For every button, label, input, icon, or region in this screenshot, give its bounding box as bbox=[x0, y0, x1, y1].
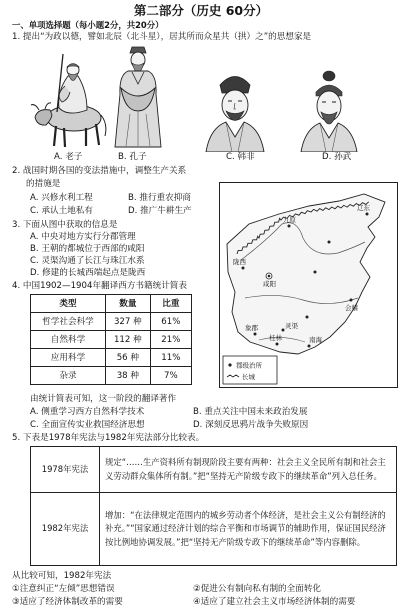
table-row bbox=[31, 367, 192, 385]
q2-option-c: C. 承认土地私有 bbox=[30, 206, 94, 216]
q1-option-d: D. 孙武 bbox=[322, 152, 352, 162]
map-label: 九原 bbox=[283, 216, 296, 224]
table-header-cell: 数量 bbox=[105, 295, 150, 313]
q5-option-2: ②促进公有制向私有制的全面转化 bbox=[193, 584, 322, 594]
map-label: 灵渠 bbox=[285, 322, 298, 330]
table-row-label: 1982年宪法 bbox=[31, 493, 100, 566]
q4-option-b: B. 重点关注中国未来政治发展 bbox=[193, 407, 308, 417]
q3-option-c: C. 灵渠沟通了长江与珠江水系 bbox=[30, 256, 145, 266]
table-cell: 规定“……生产资料所有制现阶段主要有两种：社会主义全民所有制和社会主义劳动群众集体所有制。”把“坚持无产阶级专政下的继续革命”列入总任务。 bbox=[100, 447, 397, 493]
laozi-portrait bbox=[28, 46, 108, 150]
legend-label: 长城 bbox=[242, 373, 255, 381]
part-title: 第二部分（历史 60分） bbox=[133, 3, 269, 18]
table-cell: 327 种 bbox=[105, 313, 150, 331]
table-row-label: 1978年宪法 bbox=[31, 447, 100, 493]
q1-option-b: B. 孔子 bbox=[118, 152, 147, 162]
table-cell: 21% bbox=[150, 331, 191, 349]
commandery-dot bbox=[314, 271, 317, 274]
map-label: 陇西 bbox=[233, 258, 246, 266]
commandery-dot bbox=[328, 241, 331, 244]
table-header-cell: 类型 bbox=[31, 295, 106, 313]
map-label: 咸阳 bbox=[263, 280, 276, 288]
table-cell: 自然科学 bbox=[31, 331, 106, 349]
map-label: 南海 bbox=[309, 336, 322, 344]
q3-option-d: D. 修建的长城西端起点是陇西 bbox=[30, 268, 146, 278]
q1-stem: 1. 提出“为政以德，譬如北辰（北斗星），居其所而众星共（拱）之”的思想家是 bbox=[12, 32, 312, 42]
table-cell: 61% bbox=[150, 313, 191, 331]
commandery-dot bbox=[306, 316, 309, 319]
q2-option-a: A. 兴修水利工程 bbox=[30, 193, 93, 203]
commandery-dot bbox=[308, 345, 311, 348]
q4-option-c: C. 全面宣传实业救国经济思想 bbox=[30, 420, 145, 430]
translation-stats-table bbox=[30, 294, 192, 385]
table-cell: 7% bbox=[150, 367, 191, 385]
q2-stem-line: 2. 战国时期各国的变法措施中，调整生产关系 bbox=[12, 166, 187, 176]
legend-label: 郡级治所 bbox=[236, 361, 262, 370]
table-header-row bbox=[31, 295, 192, 313]
q5-prompt: 从比较可知，1982年宪法 bbox=[12, 571, 112, 581]
q5-option-3: ③适应了经济体制改革的需要 bbox=[12, 597, 123, 607]
q3-stem: 3. 下面从图中获取的信息是 bbox=[12, 220, 118, 230]
capital-marker bbox=[266, 273, 272, 279]
confucius-portrait bbox=[110, 44, 166, 150]
q2-option-d: D. 推广牛耕生产 bbox=[128, 206, 192, 216]
table-cell: 杂录 bbox=[31, 367, 106, 385]
commandery-dot bbox=[288, 225, 291, 228]
table-row bbox=[31, 349, 192, 367]
map-legend bbox=[223, 356, 277, 384]
q2-option-b: B. 推行重农抑商 bbox=[128, 193, 191, 203]
table-row bbox=[31, 331, 192, 349]
table-cell: 增加：“在法律规定范围内的城乡劳动者个体经济，是社会主义公有制经济的补充。”“国家通过经济计划的综合平衡和市场调节的辅助作用，保证国民经济按比例地协调发展。”把“坚持无产阶级专政下的继续革命”等内容删除。 bbox=[100, 493, 397, 566]
commandery-dot bbox=[350, 299, 353, 302]
q1-option-c: C. 韩非 bbox=[226, 152, 255, 162]
commandery-dot bbox=[366, 213, 369, 216]
table-row bbox=[31, 313, 192, 331]
constitution-comparison-table bbox=[30, 446, 397, 566]
commandery-dot bbox=[276, 343, 279, 346]
table-cell: 应用科学 bbox=[31, 349, 106, 367]
q3-option-a: A. 中央对地方实行分郡管理 bbox=[30, 232, 136, 242]
table-cell: 38 种 bbox=[105, 367, 150, 385]
q4-option-d: D. 深刻反思鸦片战争失败原因 bbox=[193, 420, 309, 430]
q4-stem: 4. 中国1902—1904年翻译西方书籍统计简表 bbox=[12, 281, 187, 291]
q3-option-b: B. 王朝的都城位于西部的咸阳 bbox=[30, 244, 145, 254]
table-cell: 112 种 bbox=[105, 331, 150, 349]
table-cell: 哲学社会科学 bbox=[31, 313, 106, 331]
q4-prompt: 由统计简表可知，这一阶段的翻译著作 bbox=[30, 394, 177, 404]
sunwu-portrait bbox=[298, 66, 360, 152]
qin-territory-map bbox=[219, 182, 398, 388]
q5-stem: 5. 下表是1978年宪法与1982年宪法部分比较表。 bbox=[12, 433, 205, 443]
hanfei-portrait bbox=[202, 66, 268, 152]
map-label: 象郡 bbox=[245, 324, 258, 332]
q5-option-4: ④适应了建立社会主义市场经济体制的需要 bbox=[193, 597, 356, 607]
table-row bbox=[31, 493, 397, 566]
map-label: 桂林 bbox=[269, 334, 282, 342]
section-heading: 一、单项选择题（每小题2分，共20分） bbox=[12, 20, 164, 30]
table-header-cell: 比重 bbox=[150, 295, 191, 313]
q1-option-a: A. 老子 bbox=[54, 152, 83, 162]
q5-option-1: ①注意纠正“左倾”思想错误 bbox=[12, 584, 115, 594]
commandery-dot bbox=[254, 333, 257, 336]
table-cell: 56 种 bbox=[105, 349, 150, 367]
map-label: 会稽 bbox=[345, 304, 358, 312]
table-row bbox=[31, 447, 397, 493]
q2-stem-line: 的措施是 bbox=[26, 179, 61, 189]
commandery-dot bbox=[242, 267, 245, 270]
map-label: 辽东 bbox=[357, 204, 370, 212]
q4-option-a: A. 侧重学习西方自然科学技术 bbox=[30, 407, 145, 417]
table-cell: 11% bbox=[150, 349, 191, 367]
